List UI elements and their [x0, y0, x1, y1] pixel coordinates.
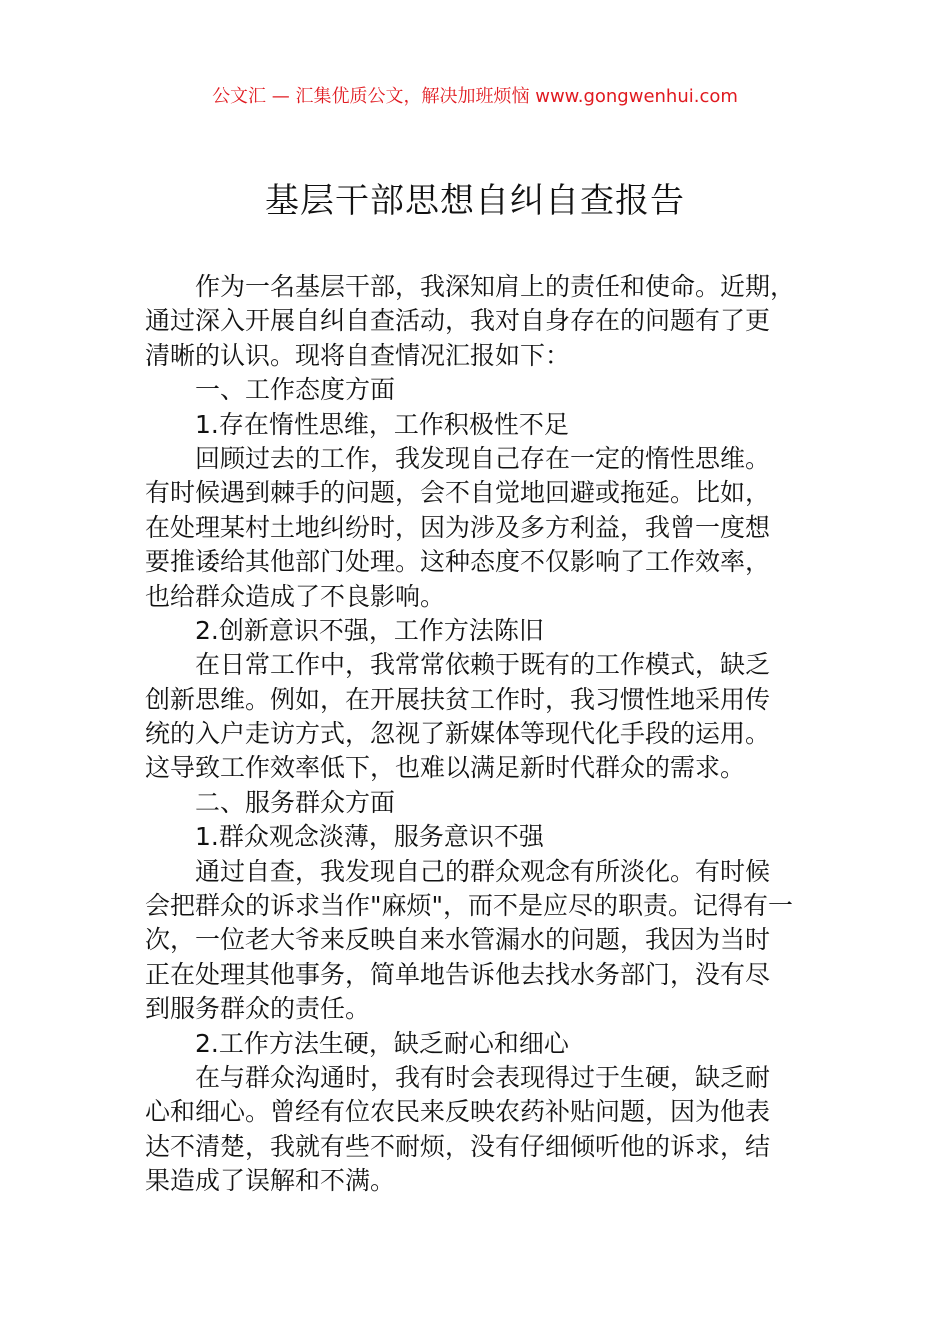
body-line: 也给群众造成了不良影响。	[145, 581, 446, 611]
body-line: 有时候遇到棘手的问题，会不自觉地回避或拖延。比如，	[145, 478, 771, 508]
body-line: 通过深入开展自纠自查活动，我对自身存在的问题有了更	[145, 306, 771, 336]
body-line: 要推诿给其他部门处理。这种态度不仅影响了工作效率，	[145, 547, 771, 577]
document-title: 基层干部思想自纠自查报告	[265, 181, 685, 221]
document-body	[145, 270, 835, 1199]
body-line: 在日常工作中，我常常依赖于既有的工作模式，缺乏	[195, 650, 771, 680]
subsection-heading: 1.存在惰性思维，工作积极性不足	[195, 409, 569, 439]
body-line: 统的入户走访方式，忽视了新媒体等现代化手段的运用。	[145, 719, 771, 749]
subsection-heading: 1.群众观念淡薄，服务意识不强	[195, 822, 544, 852]
body-line: 这导致工作效率低下，也难以满足新时代群众的需求。	[145, 753, 746, 783]
body-line: 达不清楚，我就有些不耐烦，没有仔细倾听他的诉求，结	[145, 1131, 771, 1161]
body-line: 正在处理其他事务，简单地告诉他去找水务部门，没有尽	[145, 959, 771, 989]
body-line: 果造成了误解和不满。	[145, 1166, 396, 1196]
section-heading: 二、服务群众方面	[195, 787, 396, 817]
body-line: 心和细心。曾经有位农民来反映农药补贴问题，因为他表	[145, 1097, 771, 1127]
body-line: 会把群众的诉求当作"麻烦"，而不是应尽的职责。记得有一	[145, 891, 794, 921]
body-line: 在处理某村土地纠纷时，因为涉及多方利益，我曾一度想	[145, 512, 771, 542]
body-line: 创新思维。例如，在开展扶贫工作时，我习惯性地采用传	[145, 684, 771, 714]
body-line: 回顾过去的工作，我发现自己存在一定的惰性思维。	[195, 443, 771, 473]
body-line: 通过自查，我发现自己的群众观念有所淡化。有时候	[195, 856, 771, 886]
header-banner: 公文汇 — 汇集优质公文，解决加班烦恼 www.gongwenhui.com	[212, 86, 738, 107]
subsection-heading: 2.创新意识不强，工作方法陈旧	[195, 615, 544, 645]
body-line: 次，一位老大爷来反映自来水管漏水的问题，我因为当时	[145, 925, 771, 955]
body-line: 作为一名基层干部，我深知肩上的责任和使命。近期，	[195, 272, 796, 301]
body-line: 在与群众沟通时，我有时会表现得过于生硬，缺乏耐	[195, 1062, 771, 1092]
body-line: 到服务群众的责任。	[145, 994, 371, 1024]
section-heading: 一、工作态度方面	[195, 375, 396, 405]
subsection-heading: 2.工作方法生硬，缺乏耐心和细心	[195, 1028, 569, 1058]
body-line: 清晰的认识。现将自查情况汇报如下：	[145, 340, 571, 370]
